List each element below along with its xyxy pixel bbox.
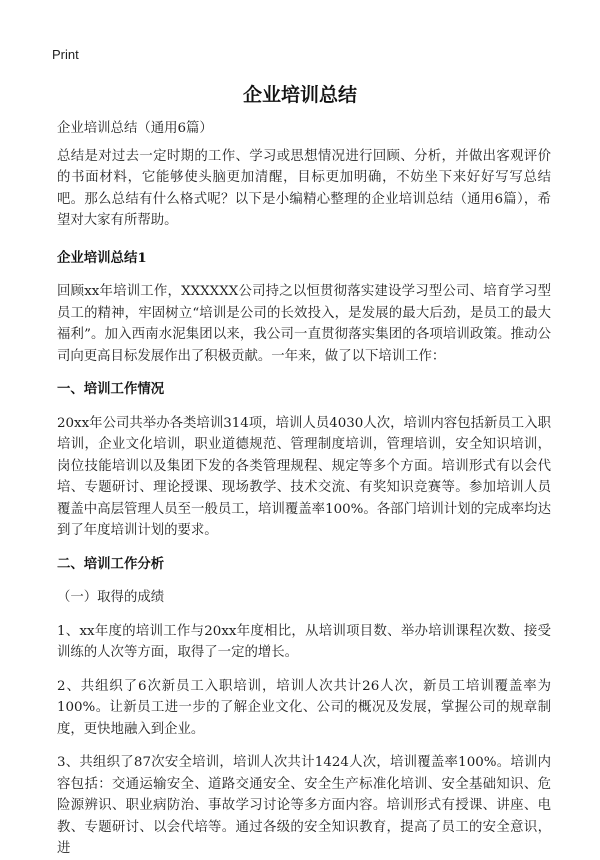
intro-paragraph: 总结是对过去一定时期的工作、学习或思想情况进行回顾、分析，并做出客观评价的书面材料，它能够使头脑更加清醒，目标更加明确，不妨坐下来好好写写总结吧。那么总结有什么格式呢？以下是小编精心整理的企业培训总结（通用6篇），希望对大家有所帮助。 (57, 148, 551, 228)
training-status-paragraph: 20xx年公司共举办各类培训314项，培训人员4030人次，培训内容包括新员工入职培训，企业文化培训，职业道德规范、管理制度培训，管理培训，安全知识培训，岗位技能培训以及集团下发的各类管理规程、规定等多个方面。培训形式有以会代培、专题研讨、理论授课、现场教学、技术交流、有奖知识竞赛等。参加培训人员覆盖中高层管理人员至一般员工，培训覆盖率100%。各部门培训计划的完成率均达到了年度培训计划的要求。 (57, 415, 551, 538)
subheading-achievements: （一）取得的成绩 (57, 590, 165, 605)
page-title: 企业培训总结 (242, 84, 357, 106)
print-link[interactable]: Print (52, 47, 79, 62)
achievement-item-3: 3、共组织了87次安全培训，培训人次共计1424人次，培训覆盖率100%。培训内容包括：交通运输安全、道路交通安全、安全生产标准化培训、安全基础知识、危险源辨识、职业病防治、事故学习讨论等多方面内容。培训形式有授课、讲座、电教、专题研讨、以会代培等。通过各级的安全知识教育，提高了员工的安全意识，进 (57, 755, 551, 856)
section-heading-1: 企业培训总结1 (57, 249, 147, 266)
achievement-item-2: 2、共组织了6次新员工入职培训，培训人次共计26人次，新员工培训覆盖率为100%。让新员工进一步的了解企业文化、公司的概况及发展，掌握公司的规章制度，更快地融入到企业。 (57, 678, 551, 737)
achievement-item-1: 1、xx年度的培训工作与20xx年度相比，从培训项目数、举办培训课程次数、接受训练的人次等方面，取得了一定的增长。 (57, 623, 551, 660)
article-body (57, 118, 551, 860)
section-1-paragraph: 回顾xx年培训工作，XXXXXX公司持之以恒贯彻落实建设学习型公司、培育学习型员工的精神，牢固树立“培训是公司的长效投入，是发展的最大后劲，是员工的最大福利”。加入西南水泥集团以来，我公司一直贯彻落实集团的各项培训政策。推动公司向更高目标发展作出了积极贡献。一年来，做了以下培训工作： (57, 284, 551, 364)
article-subtitle: 企业培训总结（通用6篇） (57, 121, 213, 136)
heading-training-status: 一、培训工作情况 (57, 381, 165, 397)
heading-training-analysis: 二、培训工作分析 (57, 555, 165, 572)
